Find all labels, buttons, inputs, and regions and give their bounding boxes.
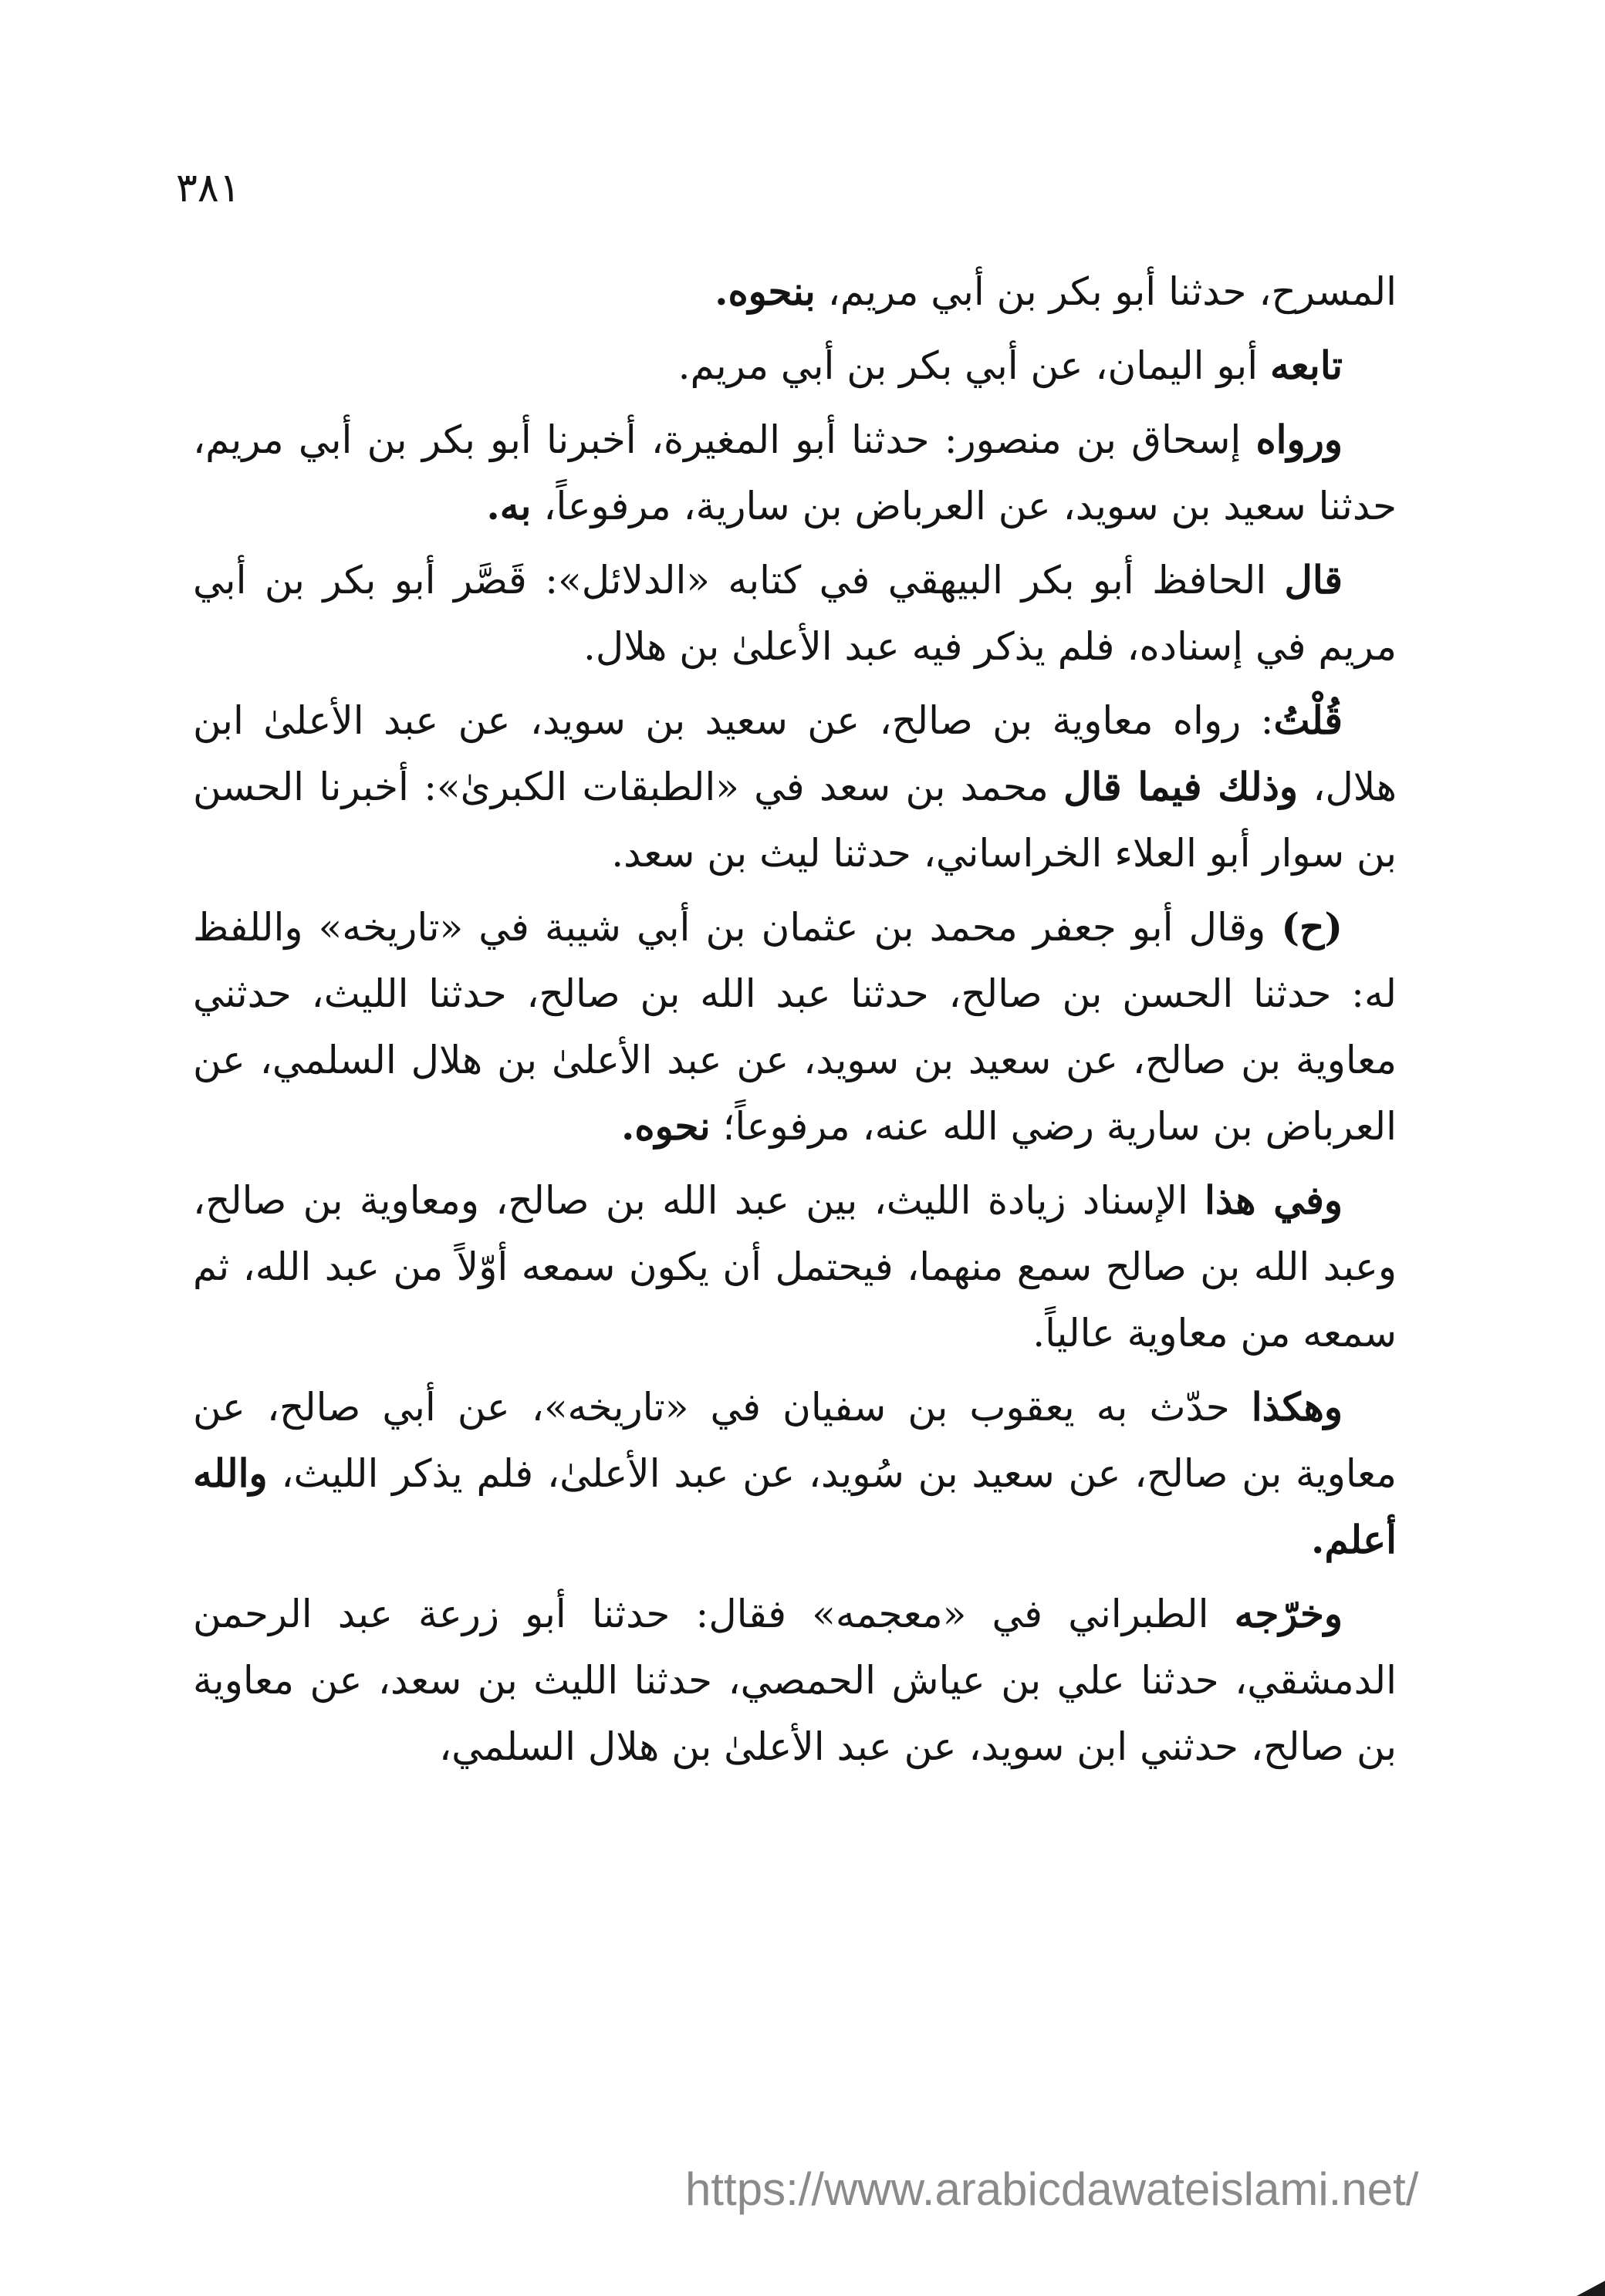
paragraph-8-text: حدّث به يعقوب بن سفيان في «تاريخه»، عن أبي صالح، عن معاوية بن صالح، عن سعيد بن سُويد، عن عبد الأعلىٰ، فلم يذكر الليث، — [193, 1385, 1397, 1496]
paragraph-7-text: الإسناد زيادة الليث، بين عبد الله بن صالح، ومعاوية بن صالح، وعبد الله بن صالح سمع منهما، فيحتمل أن يكون سمعه أوّلاً من عبد الله، ثم سمعه من معاوية عالياً. — [193, 1178, 1397, 1356]
paragraph-7-bold: وفي هذا — [1205, 1177, 1343, 1223]
paragraph-5-text-end: محمد بن سعد في «الطبقات الكبرىٰ»: أخبرنا الحسن بن سوار أبو العلاء الخراساني، حدثنا ليث بن سعد. — [193, 765, 1397, 876]
paragraph-2 — [193, 333, 1397, 399]
paragraph-5-bold-mid: وذلك فيما قال — [1063, 764, 1299, 809]
paragraph-3-bold-end: به. — [486, 483, 532, 528]
paragraph-4-bold: قال — [1284, 557, 1343, 603]
paragraph-9-bold: وخرّجه — [1234, 1591, 1343, 1636]
paragraph-9 — [193, 1581, 1397, 1780]
paragraph-9-text: الطبراني في «معجمه» فقال: حدثنا أبو زرعة عبد الرحمن الدمشقي، حدثنا علي بن عياش الحمصي، حدثنا الليث بن سعد، عن معاوية بن صالح، حدثني ابن سويد، عن عبد الأعلىٰ بن هلال السلمي، — [193, 1592, 1397, 1769]
paragraph-3-bold: ورواه — [1255, 417, 1343, 462]
watermark-url: https://www.arabicdawateislami.net/ — [685, 2163, 1419, 2215]
paragraph-2-text: أبو اليمان، عن أبي بكر بن أبي مريم. — [677, 343, 1270, 388]
body-text — [193, 258, 1397, 1788]
paragraph-8-bold-end: والله أعلم. — [193, 1450, 1397, 1562]
paragraph-5 — [193, 687, 1397, 886]
paragraph-6-text: وقال أبو جعفر محمد بن عثمان بن أبي شيبة في «تاريخه» واللفظ له: حدثنا الحسن بن صالح، حدثنا عبد الله بن صالح، حدثنا الليث، حدثني معاوية بن صالح، عن سعيد بن سويد، عن عبد الأعلىٰ بن هلال السلمي، عن العرباض بن سارية رضي الله عنه، مرفوعاً؛ — [193, 905, 1397, 1149]
paragraph-6 — [193, 894, 1397, 1160]
paragraph-1 — [193, 258, 1397, 325]
scan-corner-mark — [1570, 2279, 1605, 2296]
paragraph-5-bold: قُلْتُ — [1273, 697, 1343, 743]
paragraph-8-bold: وهكذا — [1251, 1384, 1343, 1430]
paragraph-4-text: الحافظ أبو بكر البيهقي في كتابه «الدلائل»: قَصَّر أبو بكر بن أبي مريم في إسناده، فلم يذكر فيه عبد الأعلىٰ بن هلال. — [193, 558, 1397, 669]
paragraph-3-text: إسحاق بن منصور: حدثنا أبو المغيرة، أخبرنا أبو بكر بن أبي مريم، حدثنا سعيد بن سويد، عن العرباض بن سارية، مرفوعاً، — [193, 417, 1397, 528]
paragraph-4 — [193, 547, 1397, 680]
paragraph-1-bold: بنحوه. — [715, 268, 816, 314]
page-number: ٣٨١ — [176, 165, 241, 211]
paragraph-2-bold: تابعه — [1270, 343, 1343, 388]
paragraph-6-bold-end: نحوه. — [621, 1103, 711, 1149]
paragraph-3 — [193, 407, 1397, 539]
paragraph-7 — [193, 1167, 1397, 1366]
paragraph-6-bold: (ح) — [1281, 904, 1343, 950]
paragraph-8 — [193, 1374, 1397, 1573]
paragraph-5-text: : رواه معاوية بن صالح، عن سعيد بن سويد، عن عبد الأعلىٰ ابن هلال، — [193, 698, 1397, 809]
paragraph-1-text: المسرح، حدثنا أبو بكر بن أبي مريم، — [815, 269, 1397, 314]
